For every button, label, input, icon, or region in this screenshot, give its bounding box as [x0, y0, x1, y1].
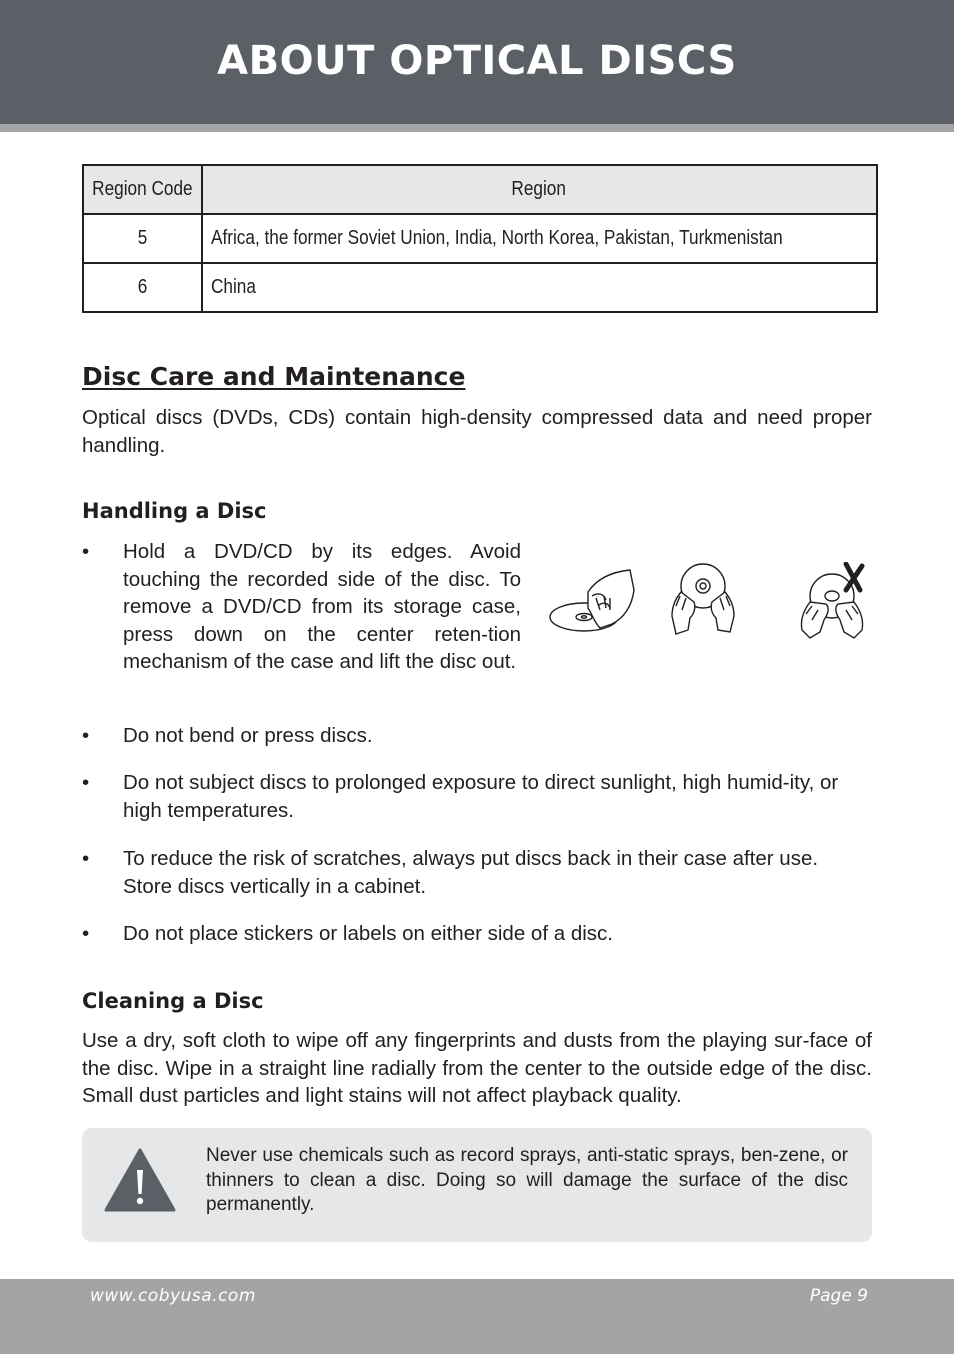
table-row: [83, 263, 877, 312]
page-footer: [0, 1279, 954, 1354]
region-code-cell: 6: [83, 263, 202, 312]
warning-box: [82, 1128, 872, 1242]
bullet-text: Do not place stickers or labels on either side of a disc.: [123, 922, 613, 945]
cleaning-body: Use a dry, soft cloth to wipe off any fingerprints and dusts from the playing sur-face of the disc. Wipe in a straight line radially from the center to the outside edge of the disc. Small dust particles and light stains will not affect playback quality.: [82, 1029, 872, 1107]
incorrect-handling-x-icon: [801, 564, 862, 638]
table-header-row: [83, 165, 877, 214]
column-header-region-code: Region Code: [83, 165, 202, 214]
region-cell: Africa, the former Soviet Union, India, North Korea, Pakistan, Turkmenistan: [202, 214, 877, 263]
page-number: Page 9: [809, 1286, 868, 1306]
bullet-marker: •: [82, 847, 90, 870]
section-heading-cleaning: Cleaning a Disc: [82, 989, 264, 1013]
header-divider: [0, 124, 954, 132]
section-heading-disc-care: Disc Care and Maintenance: [82, 362, 466, 391]
disc-handling-illustration: [548, 562, 874, 644]
two-hands-holding-disc-icon: [672, 564, 734, 634]
column-header-region: Region: [202, 165, 877, 214]
warning-text: Never use chemicals such as record sprays, anti-static sprays, ben-zene, or thinners to clean a disc. Doing so will damage the surface of the disc permanently.: [206, 1145, 848, 1215]
bullet-text: To reduce the risk of scratches, always put discs back in their case after use. Store discs vertically in a cabinet.: [123, 847, 819, 898]
footer-url: www.cobyusa.com: [90, 1286, 256, 1306]
disc-care-intro: Optical discs (DVDs, CDs) contain high-density compressed data and need proper handling.: [82, 406, 872, 457]
bullet-text: Do not bend or press discs.: [123, 724, 373, 747]
bullet-marker: •: [82, 724, 90, 747]
bullet-marker: •: [82, 540, 90, 563]
table-row: [83, 214, 877, 263]
region-cell: China: [202, 263, 877, 312]
region-code-table: [82, 164, 878, 313]
bullet-marker: •: [82, 771, 90, 794]
page-title: ABOUT OPTICAL DISCS: [217, 38, 737, 84]
hand-holding-disc-edge-icon: [550, 570, 634, 631]
bullet-text: Do not subject discs to prolonged exposure to direct sunlight, high humid-ity, or high temperatures.: [123, 771, 839, 822]
region-code-cell: 5: [83, 214, 202, 263]
bullet-text: Hold a DVD/CD by its edges. Avoid touching the recorded side of the disc. To remove a DVD/CD from its storage case, press down on the center reten-tion mechanism of the case and lift the disc out.: [123, 540, 521, 673]
bullet-marker: •: [82, 922, 90, 945]
warning-triangle-icon: [104, 1148, 176, 1214]
section-heading-handling: Handling a Disc: [82, 499, 267, 523]
page-header: [0, 0, 954, 124]
